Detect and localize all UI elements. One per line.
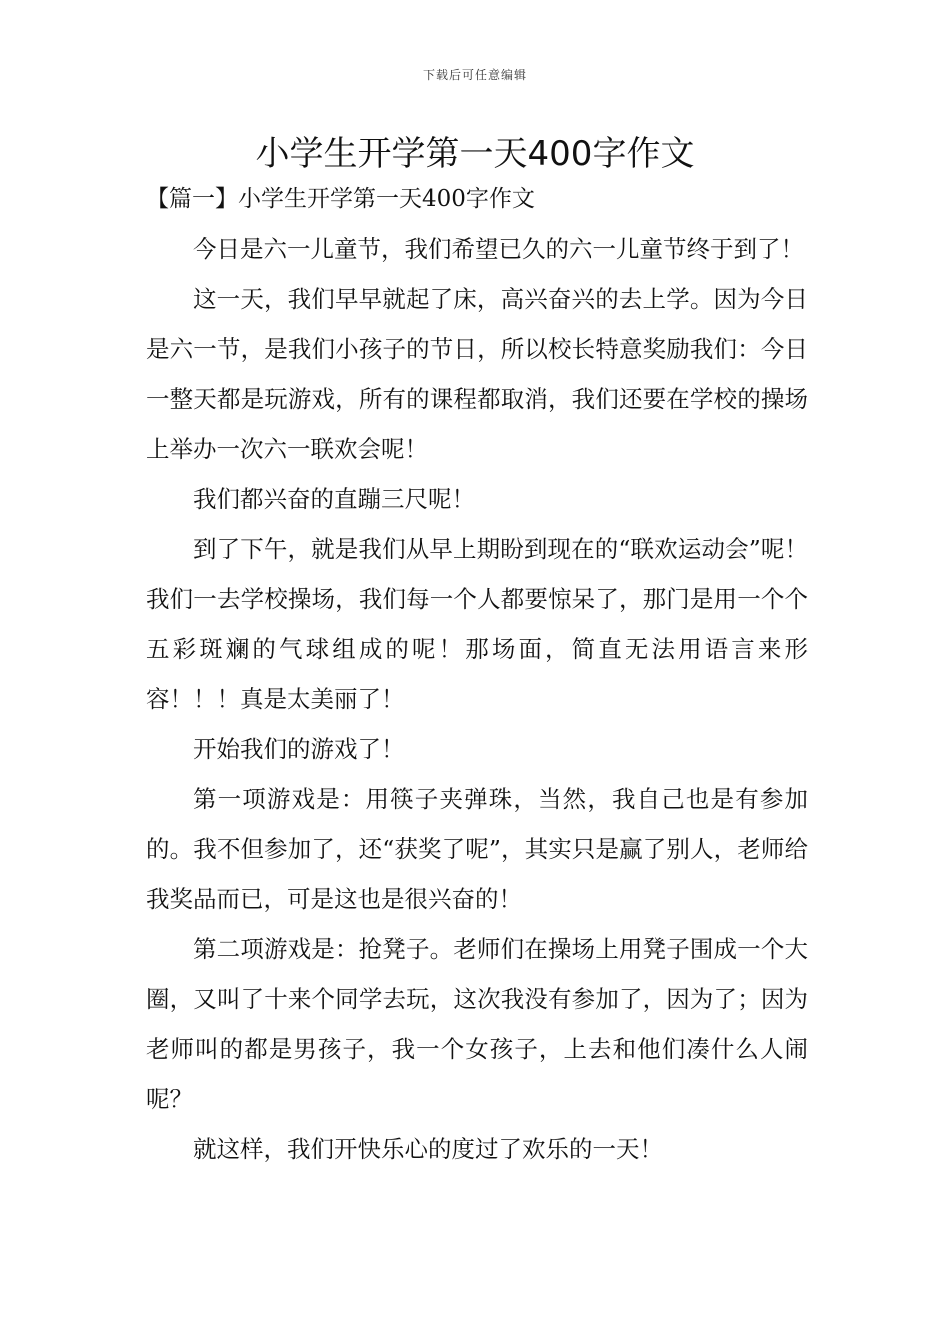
document-title: 小学生开学第一天400字作文 [255,134,695,174]
section-heading: 【篇一】小学生开学第一天400字作文 [146,186,535,212]
paragraph: 第一项游戏是：用筷子夹弹珠，当然，我自己也是有参加的。我不但参加了，还“获奖了呢”，其实只是赢了别人，老师给我奖品而已，可是这也是很兴奋的！ [146,785,808,913]
paragraph: 第二项游戏是：抢凳子。老师们在操场上用凳子围成一个大圈，又叫了十来个同学去玩，这次我没有参加了，因为了；因为老师叫的都是男孩子，我一个女孩子，上去和他们凑什么人闹呢？ [146,935,808,1113]
paragraph: 今日是六一儿童节，我们希望已久的六一儿童节终于到了！ [193,235,804,263]
header-note: 下载后可任意编辑 [422,68,527,82]
paragraph: 开始我们的游戏了！ [193,735,405,763]
paragraph: 我们都兴奋的直蹦三尺呢！ [193,485,475,513]
paragraph: 就这样，我们开快乐心的度过了欢乐的一天！ [193,1135,663,1163]
paragraph: 这一天，我们早早就起了床，高兴奋兴的去上学。因为今日是六一节，是我们小孩子的节日，所以校长特意奖励我们：今日一整天都是玩游戏，所有的课程都取消，我们还要在学校的操场上举办一次六一联欢会呢！ [146,285,808,463]
essay-body [146,224,808,1174]
paragraph: 到了下午，就是我们从早上期盼到现在的“联欢运动会”呢！我们一去学校操场，我们每一个人都要惊呆了，那门是用一个个五彩斑斓的气球组成的呢！那场面，简直无法用语言来形容！！！真是太美丽了！ [146,535,808,713]
